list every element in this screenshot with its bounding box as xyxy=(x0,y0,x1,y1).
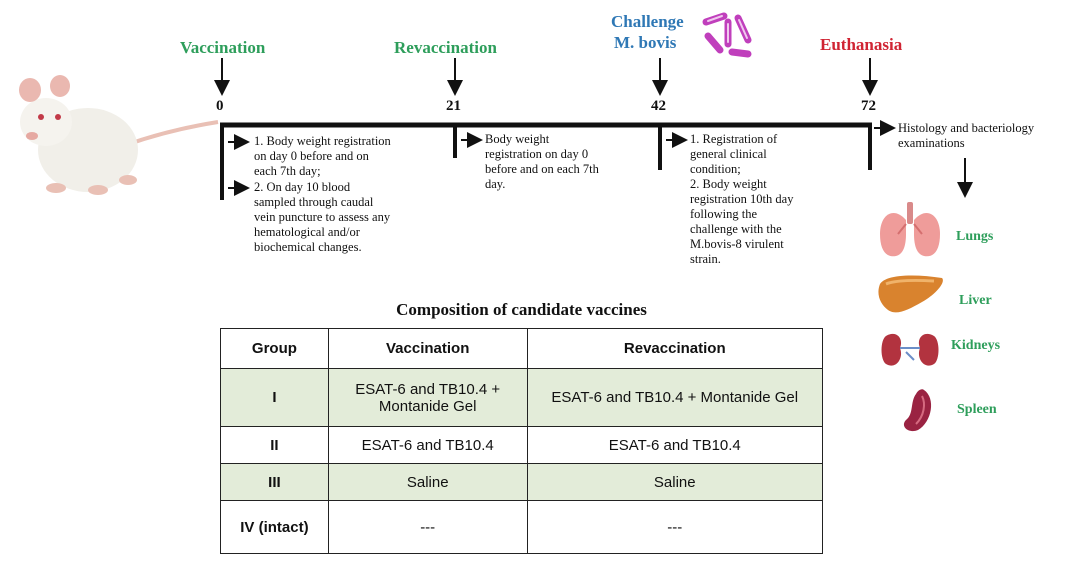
phase1-note-2: 2. On day 10 blood sampled through caudal vein puncture to assess any hematological and/or biochemical changes. xyxy=(254,180,391,254)
phase1-note-1: 1. Body weight registration on day 0 before and on each 7th day; xyxy=(254,134,391,178)
table-row xyxy=(221,464,823,501)
phase3-note: 1. Registration of general clinical condition; 2. Body weight registration 10th day following the challenge with the M.bovis-8 virulent strain. xyxy=(690,132,794,266)
day-label-72: 72 xyxy=(861,98,876,114)
organ-label-spleen: Spleen xyxy=(957,402,997,417)
table-row xyxy=(221,369,823,427)
table-row xyxy=(221,501,823,554)
event-revaccination: Revaccination xyxy=(394,38,497,57)
cell-group: III xyxy=(221,464,329,501)
organ-label-kidneys: Kidneys xyxy=(951,338,1001,353)
column-header-vaccination: Vaccination xyxy=(328,329,527,369)
event-challenge-organism: M. bovis xyxy=(614,33,677,52)
composition-table xyxy=(220,328,823,554)
organ-label-lungs: Lungs xyxy=(956,229,994,244)
table-header-row xyxy=(221,329,823,369)
lungs-icon xyxy=(876,200,944,260)
cell-group: II xyxy=(221,427,329,464)
table-row xyxy=(221,427,823,464)
event-challenge: Challenge xyxy=(611,12,684,31)
cell-group: IV (intact) xyxy=(221,501,329,554)
final-examinations-note: Histology and bacteriology examinations xyxy=(898,121,1035,150)
column-header-group: Group xyxy=(221,329,329,369)
spleen-icon xyxy=(896,386,936,434)
day-label-42: 42 xyxy=(651,98,666,114)
day-label-21: 21 xyxy=(446,98,461,114)
cell-vaccination: ESAT-6 and TB10.4 + Montanide Gel xyxy=(328,369,527,427)
cell-revaccination: Saline xyxy=(527,464,822,501)
cell-revaccination: ESAT-6 and TB10.4 + Montanide Gel xyxy=(527,369,822,427)
day-label-0: 0 xyxy=(216,98,224,114)
table-title: Composition of candidate vaccines xyxy=(396,300,647,319)
event-vaccination: Vaccination xyxy=(180,38,266,57)
phase2-note: Body weight registration on day 0 before and on each 7th day. xyxy=(485,132,599,191)
cell-vaccination: ESAT-6 and TB10.4 xyxy=(328,427,527,464)
kidneys-icon xyxy=(880,330,940,370)
cell-vaccination: Saline xyxy=(328,464,527,501)
organ-label-liver: Liver xyxy=(959,293,992,308)
cell-revaccination: --- xyxy=(527,501,822,554)
cell-vaccination: --- xyxy=(328,501,527,554)
cell-group: I xyxy=(221,369,329,427)
cell-revaccination: ESAT-6 and TB10.4 xyxy=(527,427,822,464)
event-euthanasia: Euthanasia xyxy=(820,35,903,54)
column-header-revaccination: Revaccination xyxy=(527,329,822,369)
